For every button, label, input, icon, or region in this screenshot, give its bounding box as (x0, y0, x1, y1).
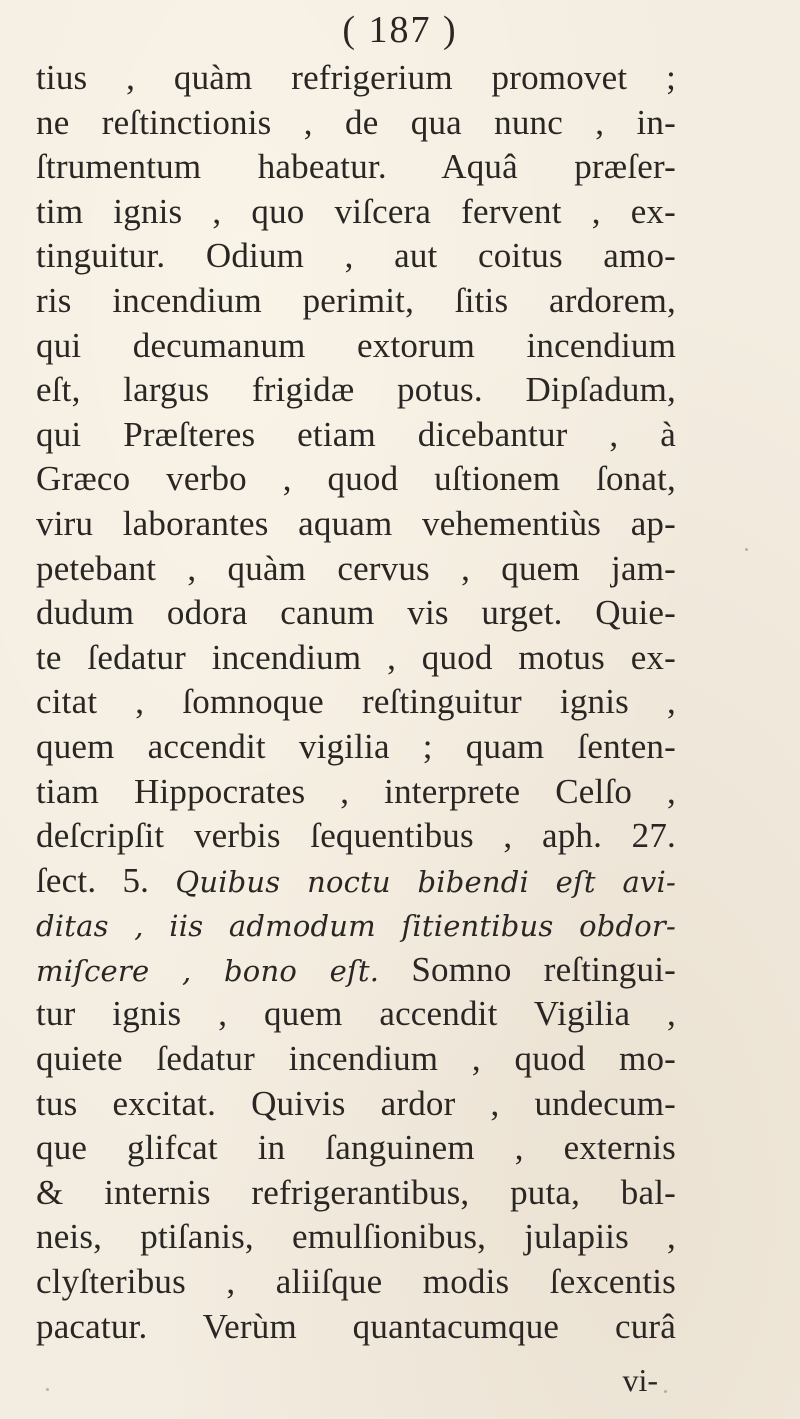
text-line: tius , quàm refrigerium promovet ; (36, 58, 676, 97)
text-line: que glifcat in ſanguinem , externis (36, 1128, 676, 1168)
text-line: qui Præſteres etiam dicebantur , à (36, 414, 676, 454)
text-line: dudum odora canum vis urget. Quie- (36, 593, 676, 633)
text-line: ſtrumentum habeatur. Aquâ præſer- (36, 147, 676, 187)
quotation-line (36, 859, 676, 904)
text-line: eſt, largus frigidæ potus. Dipſadum, (36, 370, 676, 410)
text-line: & internis refrigerantibus, puta, bal- (36, 1172, 676, 1212)
text-line: ris incendium perimit, ſitis ardorem, (36, 280, 676, 320)
text-line: quiete ſedatur incendium , quod mo- (36, 1039, 676, 1079)
text-line: tus excitat. Quivis ardor , undecum- (36, 1083, 676, 1123)
text-segment: Somno reſtingui- (379, 949, 676, 989)
text-line: petebant , quàm cervus , quem jam- (36, 548, 676, 588)
text-line: tim ignis , quo viſcera fervent , ex- (36, 191, 676, 231)
text-line: tiam Hippocrates , interprete Celſo , (36, 771, 676, 811)
quotation-line (36, 948, 676, 993)
text-line: deſcripſit verbis ſequentibus , aph. 27. (36, 816, 676, 856)
italic-quotation: ditas , iis admodum ſitientibus obdor- (36, 909, 676, 944)
quotation-line (36, 903, 676, 948)
paper-speck (745, 548, 748, 551)
text-line: ne reſtinctionis , de qua nunc , in- (36, 102, 676, 142)
text-line: pacatur. Verùm quantacumque curâ (36, 1306, 676, 1346)
text-line: neis, ptiſanis, emulſionibus, julapiis , (36, 1217, 676, 1257)
text-line: clyſteribus , aliiſque modis ſexcentis (36, 1262, 676, 1302)
italic-quotation: miſcere , bono eſt. (36, 953, 380, 988)
paper-speck (46, 1388, 49, 1391)
text-line: viru laborantes aquam vehementiùs ap- (36, 503, 676, 543)
text-line: quem accendit vigilia ; quam ſenten- (36, 726, 676, 766)
paper-speck (664, 1390, 667, 1393)
text-segment: ſect. 5. (36, 860, 176, 900)
text-line: tur ignis , quem accendit Vigilia , (36, 994, 676, 1034)
body-text (36, 56, 676, 1349)
text-line: qui decumanum extorum incendium (36, 325, 676, 365)
text-line: Græco verbo , quod uſtionem ſonat, (36, 459, 676, 499)
italic-quotation: Quibus noctu bibendi eſt avi- (175, 864, 676, 899)
text-line: te ſedatur incendium , quod motus ex- (36, 637, 676, 677)
catchword: vi- (622, 1362, 658, 1398)
text-line: citat , ſomnoque reſtinguitur ignis , (36, 682, 676, 722)
text-line: tinguitur. Odium , aut coitus amo- (36, 236, 676, 276)
page-number: ( 187 ) (342, 9, 458, 51)
